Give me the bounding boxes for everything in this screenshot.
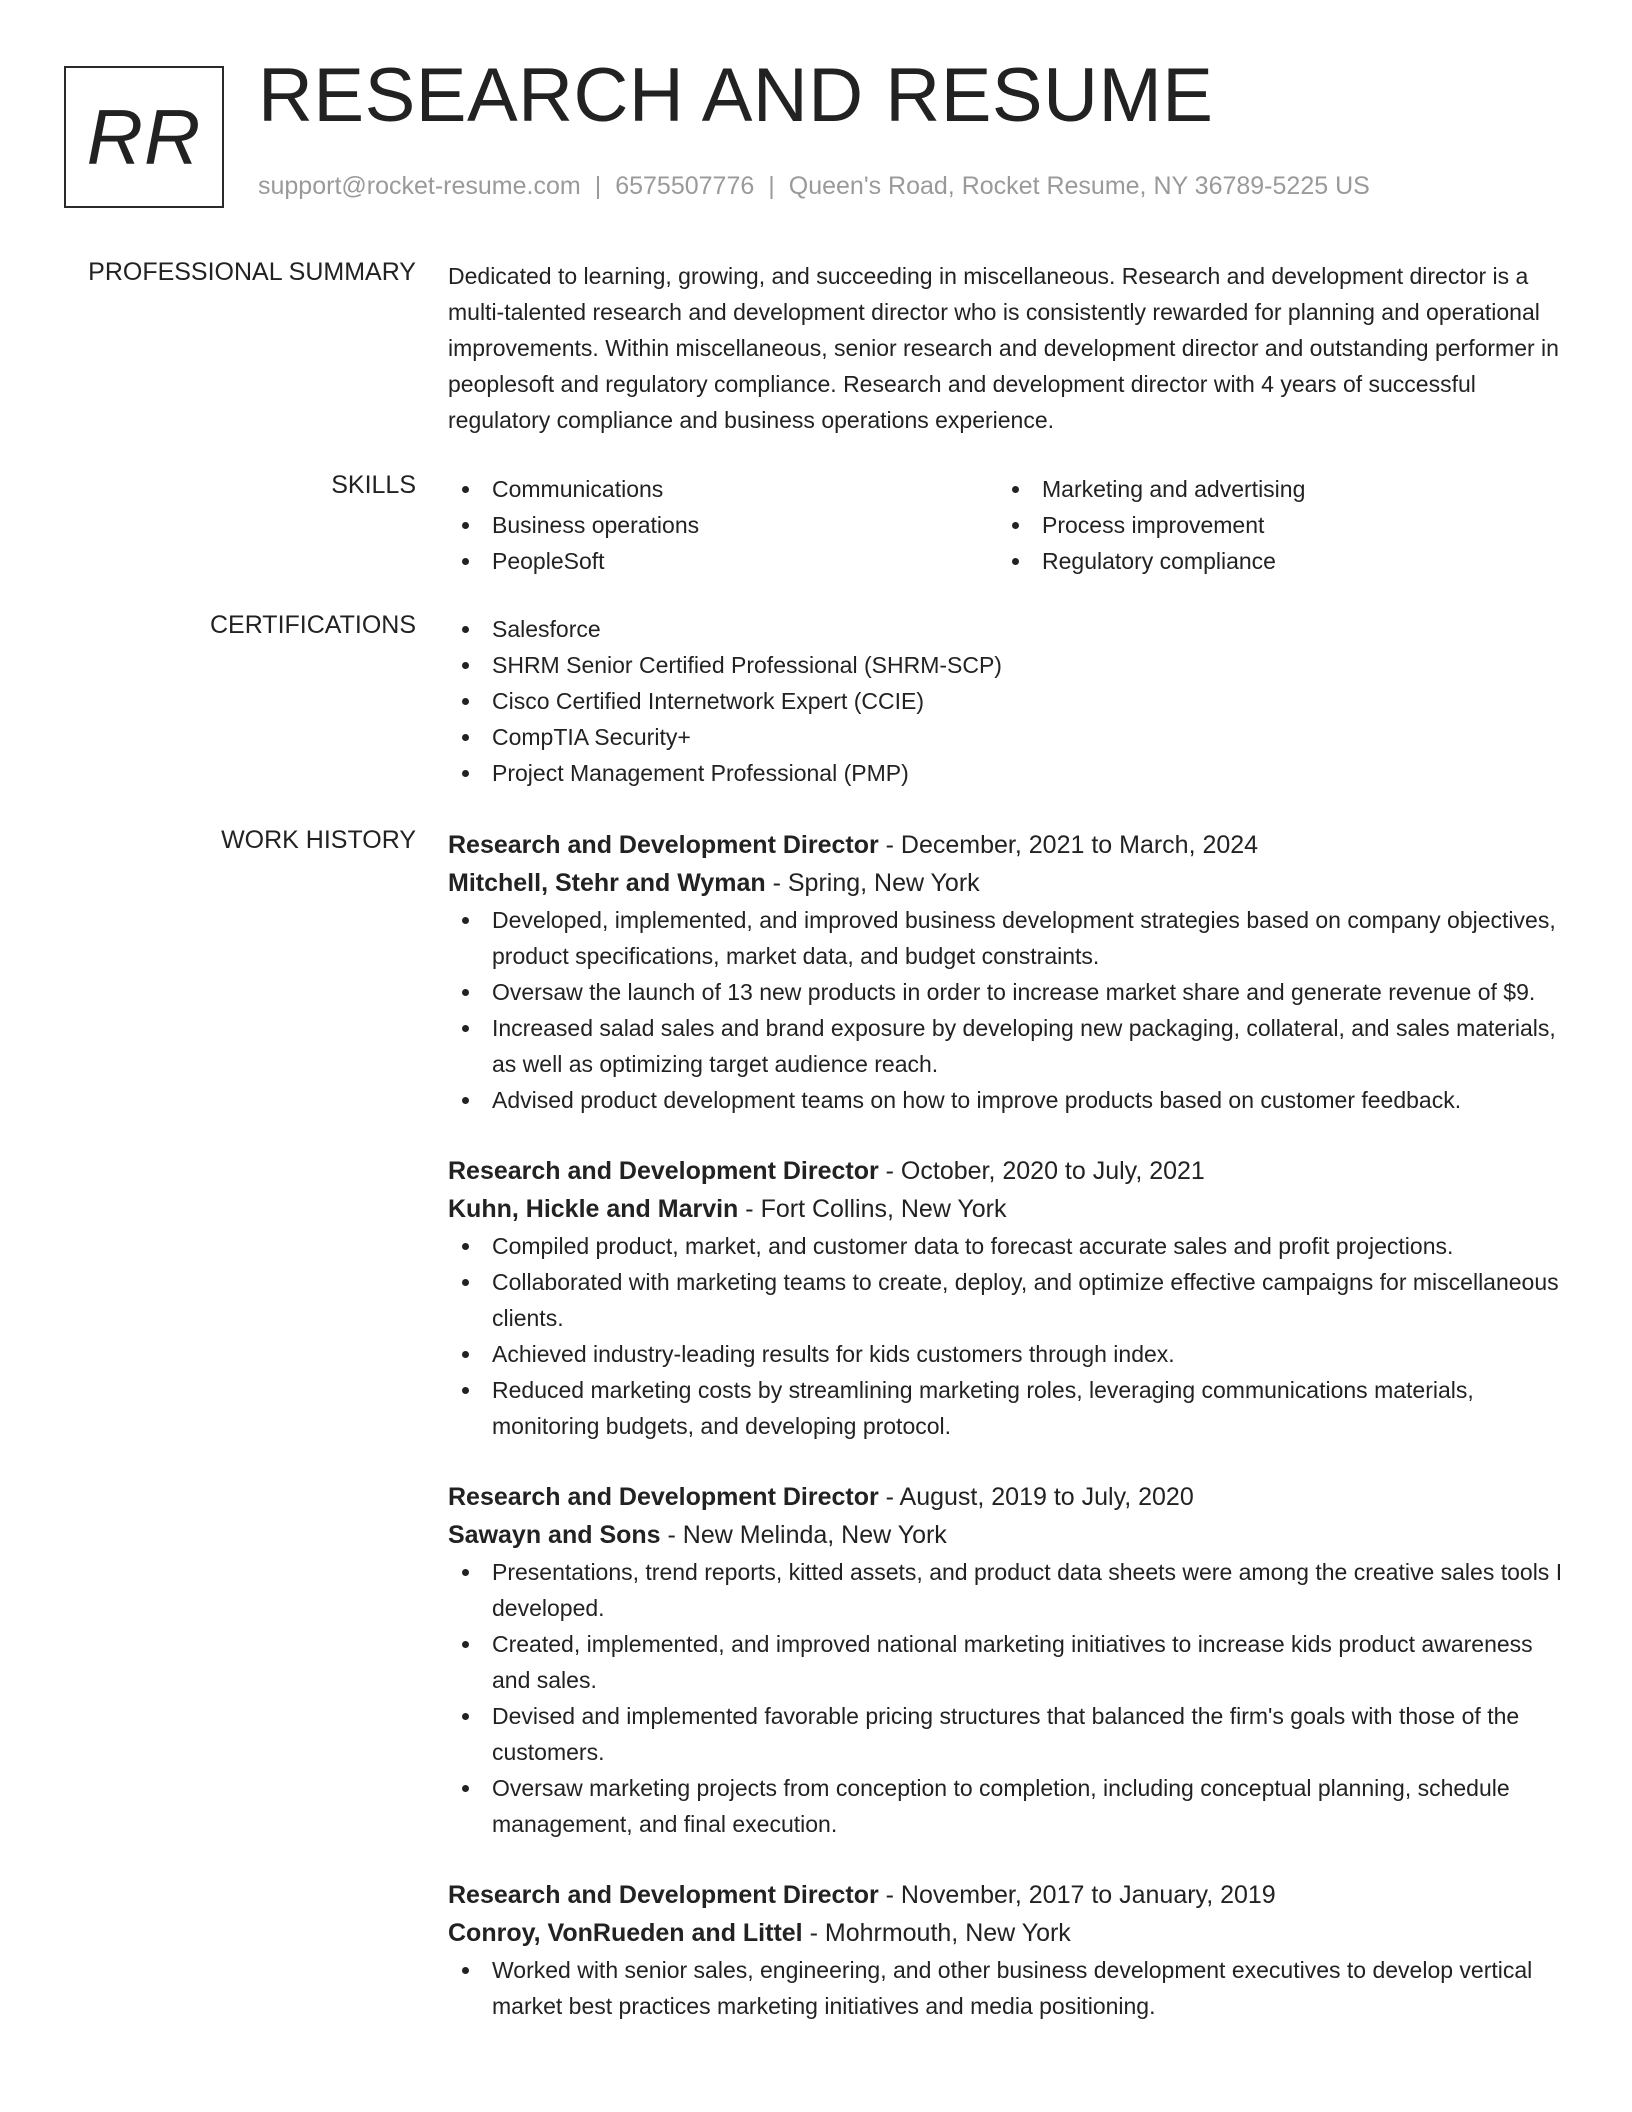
list-item: SHRM Senior Certified Professional (SHRM-SCP)	[448, 647, 1568, 683]
job-company-line	[448, 1914, 1568, 1952]
job-entry	[448, 1152, 1568, 1444]
job-location: - Mohrmouth, New York	[809, 1919, 1071, 1947]
contact-phone: 6575507776	[615, 172, 755, 200]
job-title-line	[448, 1478, 1568, 1516]
section-label-summary: PROFESSIONAL SUMMARY	[88, 258, 416, 286]
list-item: Oversaw marketing projects from conception to completion, including conceptual planning, schedule management, and final execution.	[448, 1770, 1568, 1842]
job-bullets	[448, 1228, 1568, 1444]
job-company-line	[448, 1516, 1568, 1554]
list-item: Increased salad sales and brand exposure by developing new packaging, collateral, and sales materials, as well as optimizing target audience reach.	[448, 1010, 1568, 1082]
list-item: Project Management Professional (PMP)	[448, 755, 1568, 791]
job-title-line	[448, 1876, 1568, 1914]
contact-separator: |	[768, 172, 775, 200]
job-dates: - October, 2020 to July, 2021	[885, 1157, 1205, 1185]
job-title: Research and Development Director	[448, 1881, 879, 1909]
skills-body	[448, 471, 1568, 579]
job-dates: - December, 2021 to March, 2024	[885, 831, 1259, 859]
list-item: Devised and implemented favorable pricing structures that balanced the firm's goals with those of the customers.	[448, 1698, 1568, 1770]
job-company: Mitchell, Stehr and Wyman	[448, 869, 766, 897]
list-item: Marketing and advertising	[998, 471, 1548, 507]
list-item: Compiled product, market, and customer data to forecast accurate sales and profit projections.	[448, 1228, 1568, 1264]
job-entry	[448, 826, 1568, 1118]
skills-list-right	[998, 471, 1548, 579]
summary-text: Dedicated to learning, growing, and succeeding in miscellaneous. Research and development director is a multi-talented research and development director who is consistently rewarded for planning and operational improvements. Within miscellaneous, senior research and development director and outstanding performer in peoplesoft and regulatory compliance. Research and development director with 4 years of successful regulatory compliance and business operations experience.	[448, 263, 1559, 433]
skills-list-left	[448, 471, 998, 579]
list-item: CompTIA Security+	[448, 719, 1568, 755]
job-title-line	[448, 1152, 1568, 1190]
job-company: Conroy, VonRueden and Littel	[448, 1919, 803, 1947]
job-location: - New Melinda, New York	[667, 1521, 947, 1549]
list-item: Achieved industry-leading results for kids customers through index.	[448, 1336, 1568, 1372]
job-company: Kuhn, Hickle and Marvin	[448, 1195, 739, 1223]
summary-body	[448, 258, 1568, 438]
certifications-body	[448, 611, 1568, 791]
work-history-body	[448, 826, 1568, 2058]
list-item: Communications	[448, 471, 998, 507]
list-item: Created, implemented, and improved national marketing initiatives to increase kids product awareness and sales.	[448, 1626, 1568, 1698]
section-label-certifications: CERTIFICATIONS	[209, 611, 416, 639]
certifications-list	[448, 611, 1568, 791]
list-item: Worked with senior sales, engineering, and other business development executives to develop vertical market best practices marketing initiatives and media positioning.	[448, 1952, 1568, 2024]
job-company-line	[448, 864, 1568, 902]
job-dates: - November, 2017 to January, 2019	[885, 1881, 1276, 1909]
list-item: Cisco Certified Internetwork Expert (CCIE)	[448, 683, 1568, 719]
list-item: PeopleSoft	[448, 543, 998, 579]
job-bullets	[448, 1554, 1568, 1842]
contact-separator: |	[594, 172, 602, 200]
contact-email: support@rocket-resume.com	[258, 172, 581, 200]
list-item: Salesforce	[448, 611, 1568, 647]
job-title: Research and Development Director	[448, 1157, 879, 1185]
job-title-line	[448, 826, 1568, 864]
list-item: Developed, implemented, and improved business development strategies based on company objectives, product specifications, market data, and budget constraints.	[448, 902, 1568, 974]
job-title: Research and Development Director	[448, 831, 879, 859]
candidate-name: RESEARCH AND RESUME	[258, 53, 1214, 138]
job-company-line	[448, 1190, 1568, 1228]
list-item: Presentations, trend reports, kitted assets, and product data sheets were among the creative sales tools I developed.	[448, 1554, 1568, 1626]
section-label-skills: SKILLS	[331, 471, 416, 499]
list-item: Reduced marketing costs by streamlining marketing roles, leveraging communications materials, monitoring budgets, and developing protocol.	[448, 1372, 1568, 1444]
list-item: Process improvement	[998, 507, 1548, 543]
job-title: Research and Development Director	[448, 1483, 879, 1511]
job-location: - Spring, New York	[772, 869, 980, 897]
list-item: Advised product development teams on how to improve products based on customer feedback.	[448, 1082, 1568, 1118]
job-bullets	[448, 1952, 1568, 2024]
list-item: Business operations	[448, 507, 998, 543]
section-label-work-history: WORK HISTORY	[221, 826, 416, 854]
job-entry	[448, 1478, 1568, 1842]
job-location: - Fort Collins, New York	[745, 1195, 1007, 1223]
list-item: Oversaw the launch of 13 new products in order to increase market share and generate revenue of $9.	[448, 974, 1568, 1010]
job-bullets	[448, 902, 1568, 1118]
list-item: Regulatory compliance	[998, 543, 1548, 579]
list-item: Collaborated with marketing teams to create, deploy, and optimize effective campaigns for miscellaneous clients.	[448, 1264, 1568, 1336]
contact-address: Queen's Road, Rocket Resume, NY 36789-5225 US	[788, 172, 1370, 200]
job-dates: - August, 2019 to July, 2020	[885, 1483, 1194, 1511]
monogram-logo: RR	[64, 66, 224, 208]
job-entry	[448, 1876, 1568, 2024]
job-company: Sawayn and Sons	[448, 1521, 661, 1549]
contact-line	[258, 172, 1370, 201]
